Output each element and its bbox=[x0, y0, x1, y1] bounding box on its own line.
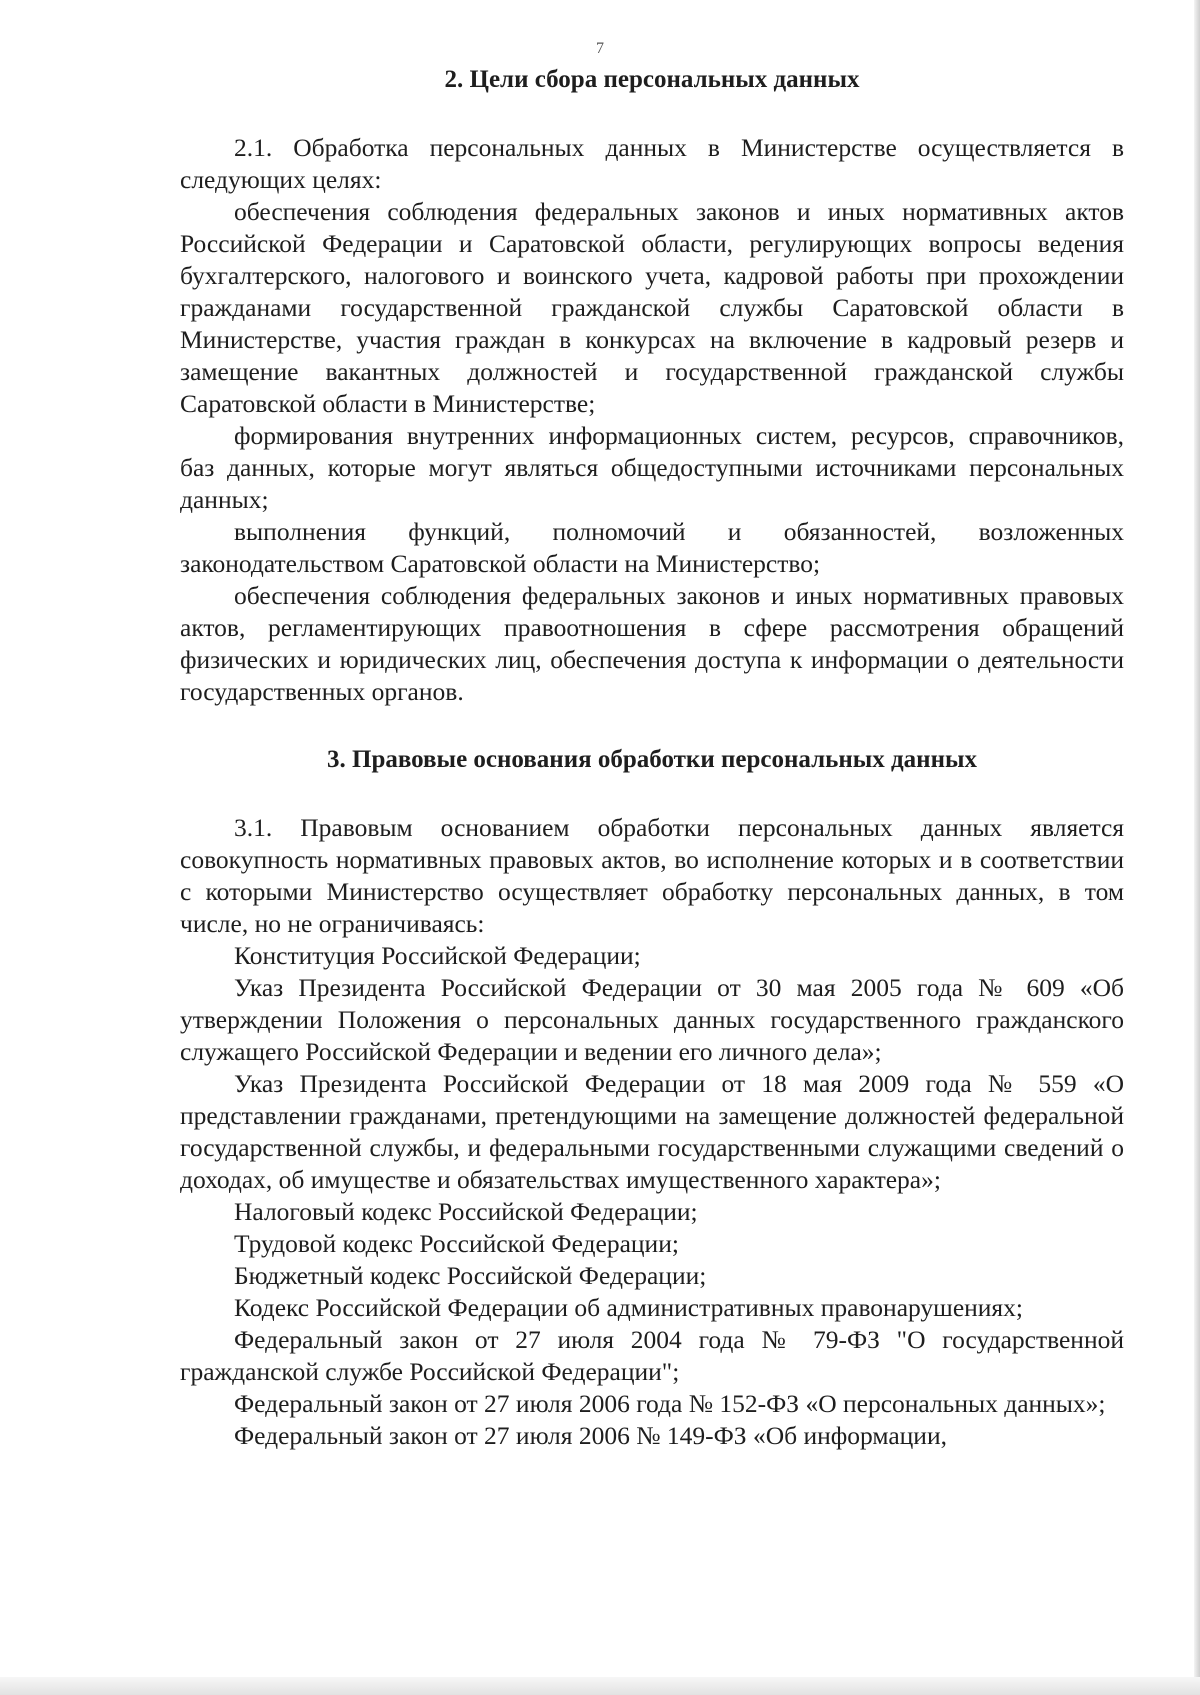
section-3-title: 3. Правовые основания обработки персональных данных bbox=[327, 746, 977, 773]
legal-basis-item: Трудовой кодекс Российской Федерации; bbox=[234, 1229, 679, 1258]
scan-edge-bottom bbox=[0, 1677, 1200, 1695]
legal-basis-item: Федеральный закон от 27 июля 2006 года № 152-ФЗ «О персональных данных»; bbox=[234, 1389, 1106, 1418]
paragraph-2-goal-legal-compliance: обеспечения соблюдения федеральных законов и иных нормативных актов Российской Федерации и Саратовской области, регулирующих вопросы ведения бухгалтерского, налогового и воинского учета, кадровой работы при прохождении гражданами государственной гражданской службы Саратовской области в Министерстве, участия граждан в конкурсах на включение в кадровый резерв и замещение вакантных должностей и государственной гражданской службы Саратовской области в Министерстве; bbox=[180, 197, 1124, 418]
legal-basis-item: Бюджетный кодекс Российской Федерации; bbox=[234, 1261, 707, 1290]
legal-basis-item: Указ Президента Российской Федерации от 30 мая 2005 года № 609 «Об утверждении Положения о персональных данных государственного гражданского служащего Российской Федерации и ведении его личного дела»; bbox=[180, 973, 1124, 1066]
paragraph-2-goal-information-systems: формирования внутренних информационных систем, ресурсов, справочников, баз данных, которые могут являться общедоступными источниками персональных данных; bbox=[180, 421, 1124, 514]
paragraph-2-goal-functions: выполнения функций, полномочий и обязанностей, возложенных законодательством Саратовской области на Министерство; bbox=[180, 517, 1124, 578]
legal-basis-item: Федеральный закон от 27 июля 2006 № 149-ФЗ «Об информации, bbox=[234, 1421, 947, 1450]
legal-basis-item: Кодекс Российской Федерации об административных правонарушениях; bbox=[234, 1293, 1023, 1322]
page-number: 7 bbox=[596, 40, 604, 57]
section-2-title: 2. Цели сбора персональных данных bbox=[444, 66, 860, 93]
legal-basis-item: Указ Президента Российской Федерации от 18 мая 2009 года № 559 «О представлении гражданами, претендующими на замещение должностей федеральной государственной службы, и федеральными государственными служащими сведений о доходах, об имуществе и обязательствах имущественного характера»; bbox=[180, 1069, 1124, 1194]
legal-basis-item: Налоговый кодекс Российской Федерации; bbox=[234, 1197, 698, 1226]
paragraph-2-goal-appeals: обеспечения соблюдения федеральных законов и иных нормативных правовых актов, регламентирующих правоотношения в сфере рассмотрения обращений физических и юридических лиц, обеспечения доступа к информации о деятельности государственных органов. bbox=[180, 581, 1124, 706]
paragraph-3-1: 3.1. Правовым основанием обработки персональных данных является совокупность нормативных правовых актов, во исполнение которых и в соответствии с которыми Министерство осуществляет обработку персональных данных, в том числе, но не ограничиваясь: bbox=[180, 813, 1124, 938]
legal-basis-item: Конституция Российской Федерации; bbox=[234, 941, 641, 970]
document-body bbox=[180, 64, 1124, 1452]
paragraph-2-1: 2.1. Обработка персональных данных в Министерстве осуществляется в следующих целях: bbox=[180, 133, 1124, 194]
legal-basis-item: Федеральный закон от 27 июля 2004 года № 79-ФЗ "О государственной гражданской службе Российской Федерации"; bbox=[180, 1325, 1124, 1386]
scan-edge-right bbox=[1194, 0, 1200, 1695]
